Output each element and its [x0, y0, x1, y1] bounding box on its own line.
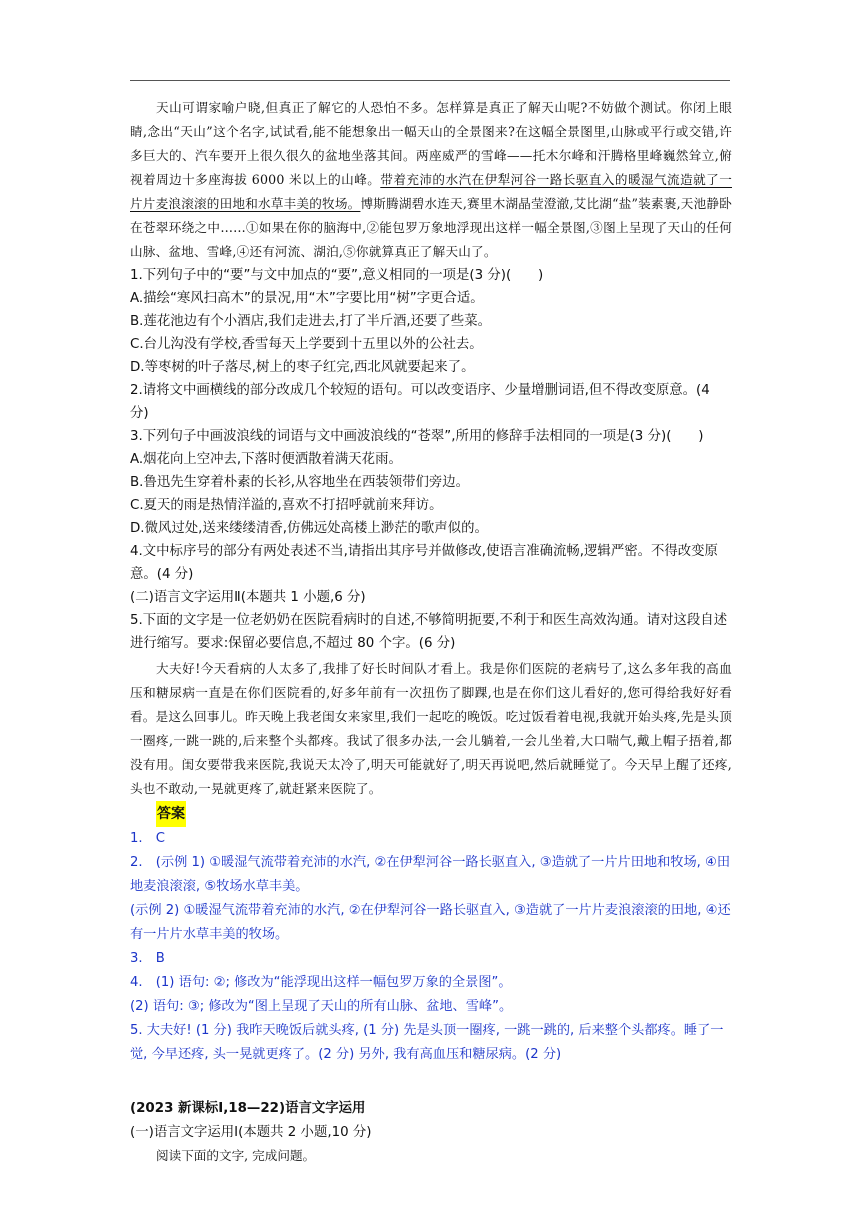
answer-2-example-2: (示例 2) ①暖湿气流带着充沛的水汽, ②在伊犁河谷一路长驱直入, ③造就了一片片麦浪滚滚的田地, ④还有一片片水草丰美的牧场。: [130, 903, 731, 942]
option-3a: A.烟花向上空冲去,下落时便洒散着满天花雨。: [130, 452, 402, 467]
passage-tianshan-before: 天山可谓家喻户晓,但真正了解它的人恐怕不多。怎样算是真正了解天山呢?不妨做个测试。你闭上眼睛,念出“天山”这个名字,试试看,能不能想象出一幅天山的全景图来?在这幅全景图里,山脉或平行或交错,许多巨大的、汽车要开上很久很久的盆地坐落其间。两座威严的雪峰——托木尔峰和汗腾格里峰巍然耸立,俯视着周边十多座海拔 6000 米以上的山峰。: [130, 100, 732, 187]
section-2-instruction: 阅读下面的文字, 完成问题。: [156, 1148, 316, 1163]
passage-tianshan-after: 博斯腾湖碧水连天,赛里木湖晶莹澄澈,艾比湖“盐”装素裹,天池静卧在苍翠环绕之中……①如果在你的脑海中,②能包罗万象地浮现出这样一幅全景图,③图上呈现了天山的任何山脉、盆地、雪峰,④还有河流、湖泊,⑤你就算真正了解天山了。: [130, 196, 732, 259]
section-spacer: [130, 1067, 732, 1097]
option-1c: C.台儿沟没有学校,香雪每天上学要到十五里以外的公社去。: [130, 337, 483, 352]
passage-grandma: 大夫好!今天看病的人太多了,我排了好长时间队才看上。我是你们医院的老病号了,这么多年我的高血压和糖尿病一直是在你们医院看的,好多年前有一次扭伤了脚踝,也是在你们这儿看好的,您可得给我好好看看。是这么回事儿。昨天晚上我老闺女来家里,我们一起吃的晚饭。吃过饭看着电视,我就开始头疼,先是头顶一圈疼,一跳一跳的,后来整个头都疼。我试了很多办法,一会儿躺着,一会儿坐着,大口喘气,戴上帽子捂着,都没有用。闺女要带我来医院,我说天太冷了,明天可能就好了,明天再说吧,然后就睡觉了。今天早上醒了还疼,头也不敢动,一晃就更疼了,就赶紧来医院了。: [130, 661, 733, 796]
section-language-ii: (二)语言文字运用Ⅱ(本题共 1 小题,6 分): [130, 590, 366, 605]
option-1a: A.描绘“寒风扫高木”的景况,用“木”字要比用“树”字更合适。: [130, 291, 484, 306]
question-3: 3.下列句子中画波浪线的词语与文中画波浪线的“苍翠”,所用的修辞手法相同的一项是(3 分)( ): [130, 429, 704, 444]
option-1d: D.等枣树的叶子落尽,树上的枣子红完,西北风就要起来了。: [130, 360, 475, 375]
answer-heading: 答案: [156, 801, 186, 827]
question-1: 1.下列句子中的“要”与文中加点的“要”,意义相同的一项是(3 分)( ): [130, 268, 544, 283]
answer-5: 5. 大夫好! (1 分) 我昨天晚饭后就头疼, (1 分) 先是头顶一圈疼, 一跳一跳的, 后来整个头都疼。睡了一觉, 今早还疼, 头一晃就更疼了。(2 分) 另外, 我有高血压和糖尿病。(2 分): [130, 1023, 724, 1062]
answer-3: 3. B: [130, 951, 165, 966]
question-4: 4.文中标序号的部分有两处表述不当,请指出其序号并做修改,使语言准确流畅,逻辑严密。不得改变原意。(4 分): [130, 544, 718, 582]
passage-tianshan-underlined: 带着充沛的水汽在伊犁河谷一路长驱直入的暖湿气流造就了一片片麦浪滚滚的田地和水草丰美的牧场。: [130, 172, 732, 211]
option-3c: C.夏天的雨是热情洋溢的,喜欢不打招呼就前来拜访。: [130, 498, 443, 513]
passage-tianshan: [130, 96, 732, 264]
section-2-title: (2023 新课标Ⅰ,18—22)语言文字运用: [130, 1101, 366, 1116]
header-rule: [130, 80, 730, 81]
answer-2-example-1: 2. (示例 1) ①暖湿气流带着充沛的水汽, ②在伊犁河谷一路长驱直入, ③造就了一片片田地和牧场, ④田地麦浪滚滚, ⑤牧场水草丰美。: [130, 855, 731, 894]
document-page: [130, 96, 732, 1168]
section-2-sub: (一)语言文字运用Ⅰ(本题共 2 小题,10 分): [130, 1125, 372, 1140]
question-5: 5.下面的文字是一位老奶奶在医院看病时的自述,不够简明扼要,不利于和医生高效沟通。请对这段自述进行缩写。要求:保留必要信息,不超过 80 个字。(6 分): [130, 613, 728, 651]
option-3b: B.鲁迅先生穿着朴素的长衫,从容地坐在西装领带们旁边。: [130, 475, 470, 490]
answer-1: 1. C: [130, 831, 165, 846]
question-2: 2.请将文中画横线的部分改成几个较短的语句。可以改变语序、少量增删词语,但不得改变原意。(4 分): [130, 383, 710, 421]
option-1b: B.莲花池边有个小酒店,我们走进去,打了半斤酒,还要了些菜。: [130, 314, 491, 329]
answer-4-part-1: 4. (1) 语句: ②; 修改为“能浮现出这样一幅包罗万象的全景图”。: [130, 975, 512, 990]
answer-4-part-2: (2) 语句: ③; 修改为“图上呈现了天山的所有山脉、盆地、雪峰”。: [130, 999, 513, 1014]
option-3d: D.微风过处,送来缕缕清香,仿佛远处高楼上渺茫的歌声似的。: [130, 521, 488, 536]
